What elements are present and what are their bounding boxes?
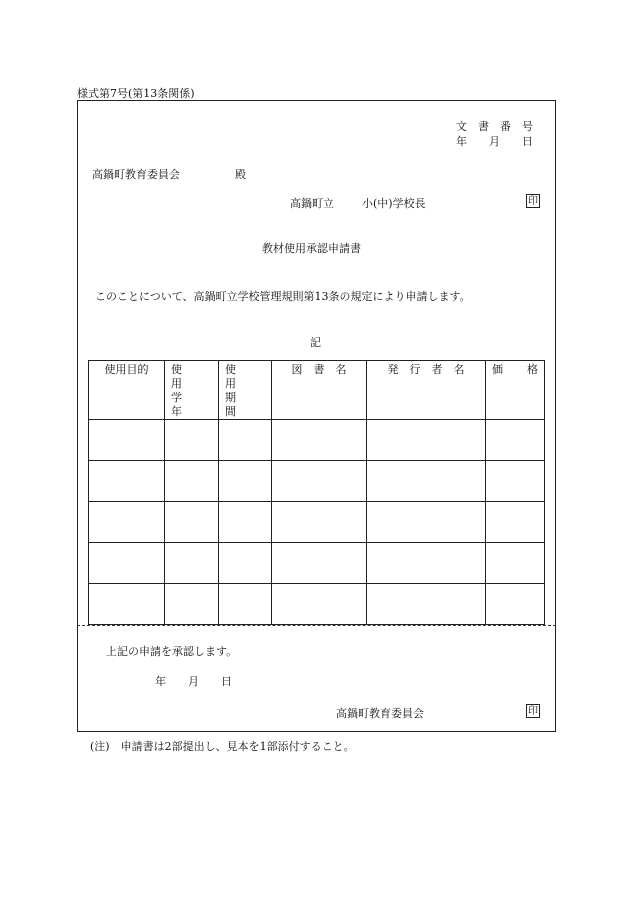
table-cell[interactable] (486, 543, 545, 584)
table-row (89, 461, 545, 502)
header-period: 使 用 期 間 (219, 361, 272, 420)
table-cell[interactable] (486, 461, 545, 502)
honorific: 殿 (235, 168, 246, 181)
applicant-school: 小(中)学校長 (362, 197, 426, 210)
header-purpose: 使用目的 (89, 361, 165, 420)
table-row (89, 584, 545, 625)
table-cell[interactable] (272, 420, 367, 461)
table-cell[interactable] (165, 543, 219, 584)
cut-line-divider (77, 625, 556, 626)
table-cell[interactable] (367, 543, 486, 584)
date-line-top: 年 月 日 (456, 135, 533, 148)
applicant-prefix: 高鍋町立 (290, 197, 334, 210)
table-cell[interactable] (367, 420, 486, 461)
footnote: (注) 申請書は2部提出し、見本を1部添付すること。 (90, 740, 355, 753)
table-cell[interactable] (486, 584, 545, 625)
table-cell[interactable] (89, 502, 165, 543)
table-cell[interactable] (367, 461, 486, 502)
table-row (89, 543, 545, 584)
header-price: 価 格 (486, 361, 545, 420)
table-cell[interactable] (272, 543, 367, 584)
table-cell[interactable] (89, 584, 165, 625)
table-cell[interactable] (165, 461, 219, 502)
approval-text: 上記の申請を承認します。 (106, 645, 238, 658)
document-title: 教材使用承認申請書 (262, 242, 361, 255)
document-number-label: 文 書 番 号 (456, 120, 533, 133)
header-grade: 使 用 学 年 (165, 361, 219, 420)
table-cell[interactable] (486, 420, 545, 461)
seal-mark-applicant: 印 (528, 196, 538, 207)
table-cell[interactable] (89, 420, 165, 461)
table-cell[interactable] (272, 461, 367, 502)
table-header-row (89, 361, 545, 420)
table-cell[interactable] (89, 461, 165, 502)
table-cell[interactable] (272, 584, 367, 625)
table-row (89, 502, 545, 543)
approval-date: 年 月 日 (155, 675, 232, 688)
addressee: 高鍋町教育委員会 (92, 168, 180, 181)
body-text: このことについて、高鍋町立学校管理規則第13条の規定により申請します。 (95, 290, 471, 303)
table-row (89, 420, 545, 461)
table-cell[interactable] (165, 502, 219, 543)
approver: 高鍋町教育委員会 (336, 707, 424, 720)
table-cell[interactable] (367, 584, 486, 625)
table-cell[interactable] (165, 420, 219, 461)
header-book-name: 図 書 名 (272, 361, 367, 420)
ki-label: 記 (310, 336, 321, 349)
table-cell[interactable] (165, 584, 219, 625)
table-cell[interactable] (486, 502, 545, 543)
table-cell[interactable] (219, 420, 272, 461)
form-number: 様式第7号(第13条関係) (77, 87, 195, 100)
seal-mark-approver: 印 (528, 706, 538, 717)
table-cell[interactable] (219, 461, 272, 502)
table-cell[interactable] (219, 584, 272, 625)
table-cell[interactable] (219, 502, 272, 543)
table-cell[interactable] (367, 502, 486, 543)
header-publisher: 発 行 者 名 (367, 361, 486, 420)
table-cell[interactable] (89, 543, 165, 584)
table-cell[interactable] (272, 502, 367, 543)
table-cell[interactable] (219, 543, 272, 584)
items-table (88, 360, 545, 625)
